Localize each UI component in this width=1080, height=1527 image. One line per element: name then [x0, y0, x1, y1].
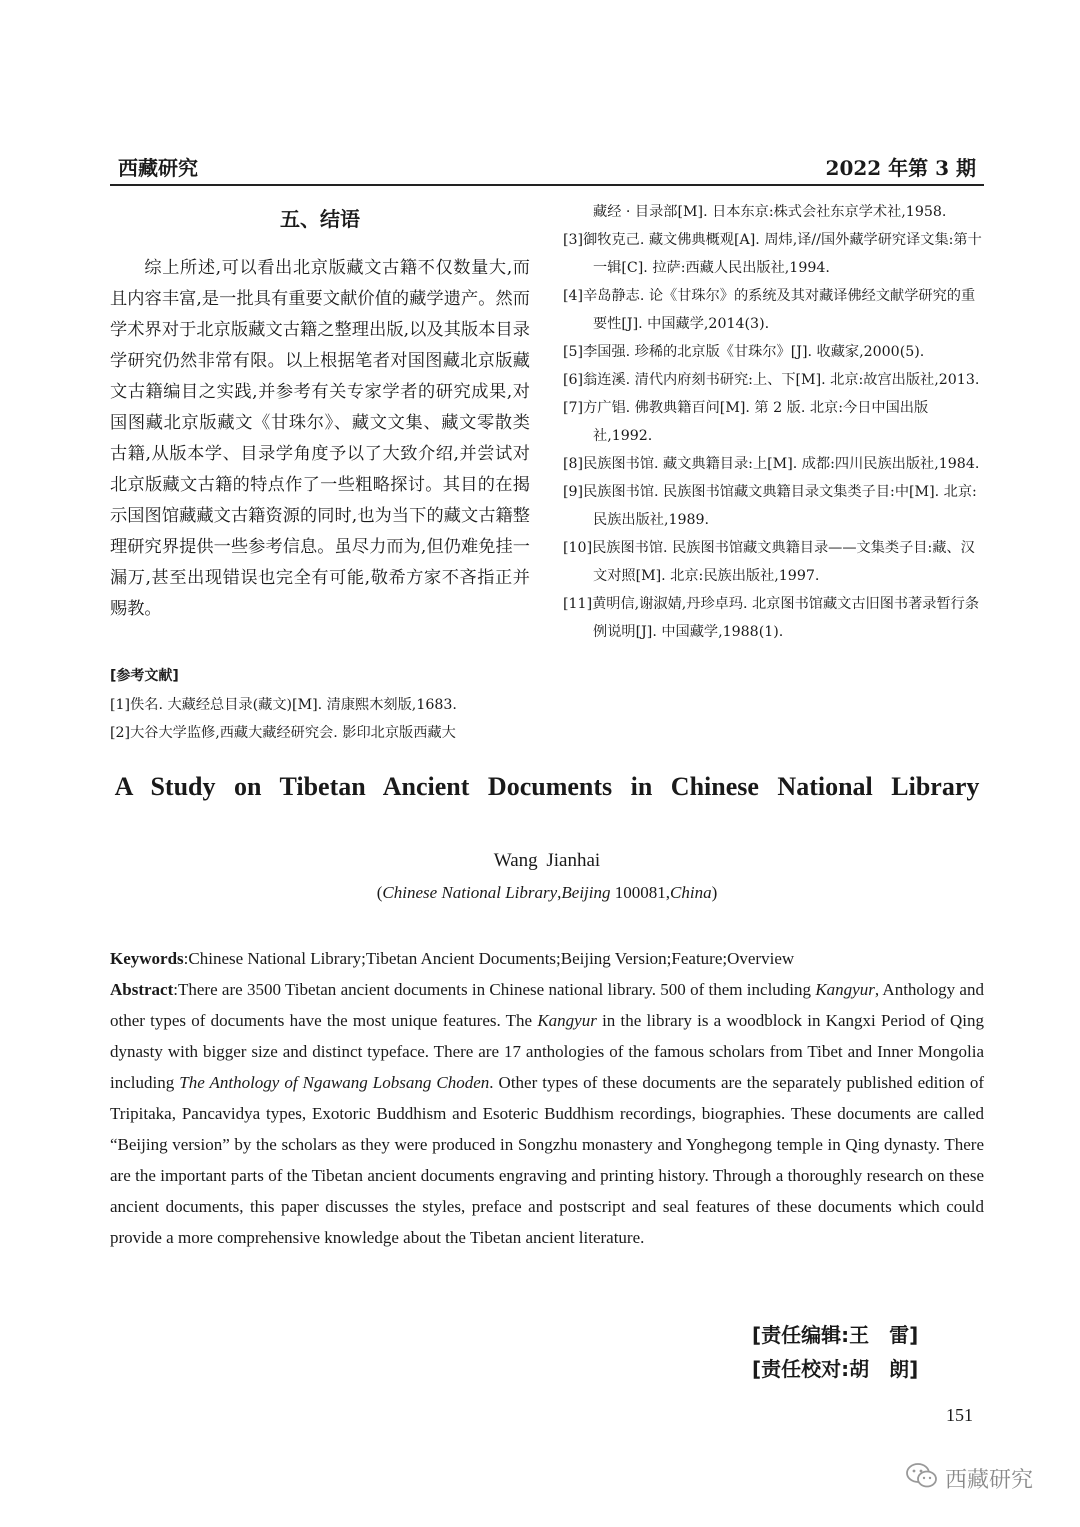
reference-item: [1]佚名. 大藏经总目录(藏文)[M]. 清康熙木刻版,1683. — [110, 697, 457, 713]
editor-credits — [752, 1318, 918, 1386]
abstract-label: Abstract — [110, 980, 174, 999]
watermark — [905, 1458, 1033, 1498]
keywords-label: Keywords — [110, 949, 184, 968]
reference-item: [2]大谷大学监修,西藏大藏经研究会. 影印北京版西藏大 — [110, 725, 456, 741]
keywords: Keywords:Chinese National Library;Tibetan Ancient Documents;Beijing Version;Feature;Overview — [110, 949, 795, 968]
wechat-icon — [905, 1461, 939, 1495]
reference-item: [3]御牧克己. 藏文佛典概观[A]. 周炜,译//国外藏学研究译文集:第十一辑[C]. 拉萨:西藏人民出版社,1994. — [563, 232, 982, 276]
responsible-proofreader: [责任校对:胡 朗] — [752, 1357, 919, 1381]
left-column — [110, 198, 530, 747]
reference-item: [6]翁连溪. 清代内府刻书研究:上、下[M]. 北京:故宫出版社,2013. — [563, 372, 980, 388]
conclusion-text: 综上所述,可以看出北京版藏文古籍不仅数量大,而且内容丰富,是一批具有重要文献价值的藏学遗产。然而学术界对于北京版藏文古籍之整理出版,以及其版本目录学研究仍然非常有限。以上根据笔者对国图藏北京版藏文古籍编目之实践,并参考有关专家学者的研究成果,对国图藏北京版藏文《甘珠尔》、藏文文集、藏文零散类古籍,从版本学、目录学角度予以了大致介绍,并尝试对北京版藏文古籍的特点作了一些粗略探讨。其目的在揭示国图馆藏藏文古籍资源的同时,也为当下的藏文古籍整理研究界提供一些参考信息。虽尽力而为,但仍难免挂一漏万,甚至出现错误也完全有可能,敬希方家不吝指正并赐教。 — [110, 258, 530, 619]
journal-name: 西藏研究 — [118, 156, 198, 180]
reference-item: [7]方广锠. 佛教典籍百问[M]. 第 2 版. 北京:今日中国出版社,1992. — [563, 400, 929, 444]
reference-item: [11]黄明信,谢淑婧,丹珍卓玛. 北京图书馆藏文古旧图书著录暂行条例说明[J]. 中国藏学,1988(1). — [563, 596, 980, 640]
issue-number: 2022 年第 3 期 — [825, 156, 976, 180]
watermark-text: 西藏研究 — [945, 1467, 1034, 1493]
reference-item: [5]李国强. 珍稀的北京版《甘珠尔》[J]. 收藏家,2000(5). — [563, 344, 925, 360]
page-number: 151 — [946, 1405, 973, 1425]
author-name: Wang Jianhai — [493, 850, 601, 871]
page-header — [110, 150, 984, 186]
author-affiliation: (Chinese National Library,Beijing 100081,China) — [376, 883, 718, 902]
references-heading: [参考文献] — [110, 668, 179, 684]
reference-continuation: 藏经 · 目录部[M]. 日本东京:株式会社东京学术社,1958. — [593, 204, 947, 220]
reference-item: [8]民族图书馆. 藏文典籍目录:上[M]. 成都:四川民族出版社,1984. — [563, 456, 980, 472]
reference-item: [10]民族图书馆. 民族图书馆藏文典籍目录——文集类子目:藏、汉文对照[M]. 北京:民族出版社,1997. — [563, 540, 975, 584]
right-column — [563, 198, 987, 646]
english-title: A Study on Tibetan Ancient Documents in Chinese National Library — [114, 772, 980, 801]
reference-item: [9]民族图书馆. 民族图书馆藏文典籍目录文集类子目:中[M]. 北京:民族出版社,1989. — [563, 484, 977, 528]
section-title: 五、结语 — [280, 207, 360, 231]
abstract: Abstract:There are 3500 Tibetan ancient documents in Chinese national library. 500 of them including Kangyur, Anthology and other types of documents have the most unique features. The Kangyur in the library is a woodblock in Kangxi Period of Qing dynasty with bigger size and distinct typeface. There are 17 anthologies of the famous scholars from Tibet and Inner Mongolia including The Anthology of Ngawang Lobsang Choden. Other types of these documents are the separately published edition of Tripitaka, Pancavidya types, Exotoric Buddhism and Esoteric Buddhism recordings, biographies. These documents are called “Beijing version” by the scholars as they were produced in Songzhu monastery and Yonghegong temple in Qing dynasty. There are the important parts of the Tibetan ancient documents engraving and printing history. Through a thoroughly research on these ancient documents, this paper discusses the styles, preface and postscript and seal features of these documents which could provide a more comprehensive knowledge about the Tibetan ancient literature. — [110, 980, 984, 1247]
reference-item: [4]辛岛静志. 论《甘珠尔》的系统及其对藏译佛经文献学研究的重要性[J]. 中国藏学,2014(3). — [563, 288, 976, 332]
responsible-editor: [责任编辑:王 雷] — [752, 1323, 919, 1347]
